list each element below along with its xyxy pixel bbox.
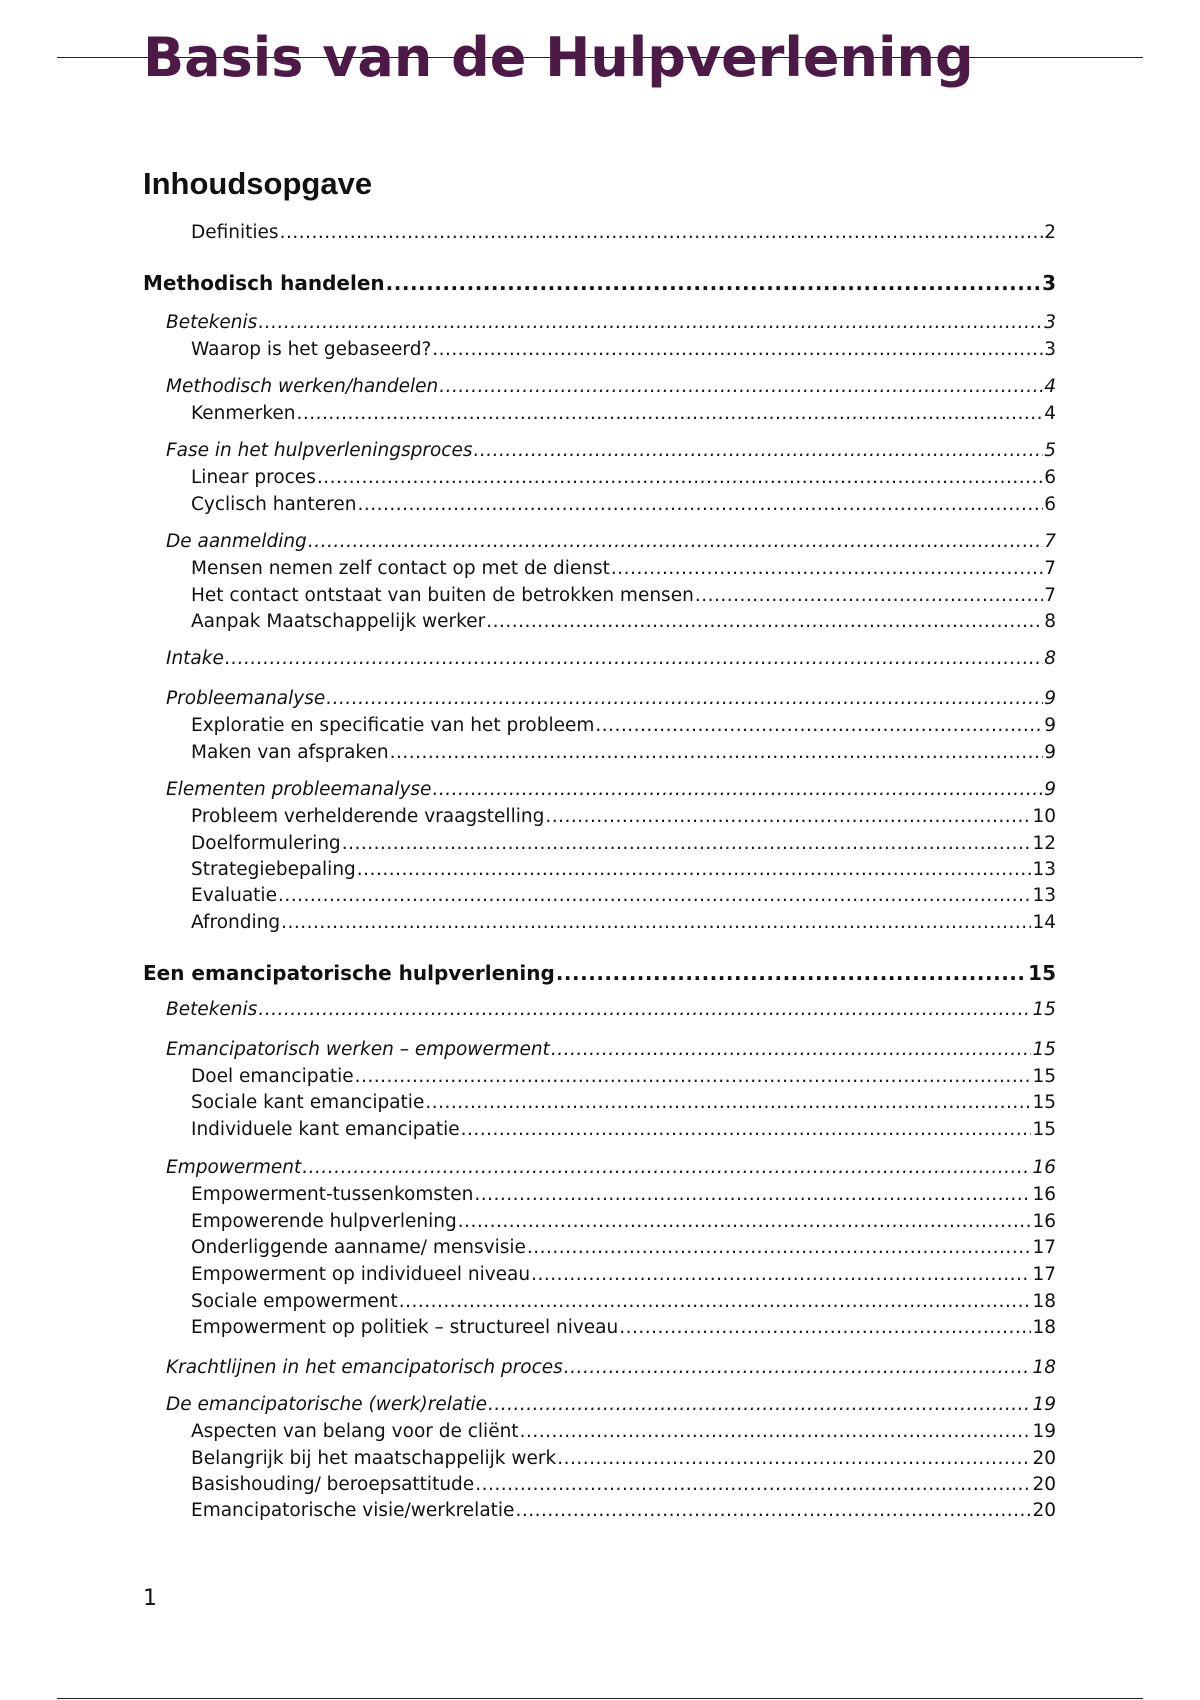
toc-dot-leader — [695, 583, 1043, 609]
toc-entry-page: 18 — [1032, 1291, 1056, 1312]
toc-entry-page: 15 — [1032, 1119, 1056, 1140]
toc-dot-leader — [342, 831, 1032, 857]
toc-heading: Inhoudsopgave — [143, 166, 373, 201]
toc-entry[interactable] — [166, 686, 1056, 712]
toc-entry[interactable] — [166, 529, 1056, 555]
toc-dot-leader — [399, 1289, 1032, 1315]
toc-entry-page: 8 — [1044, 648, 1056, 669]
toc-entry[interactable] — [166, 1392, 1056, 1418]
toc-entry[interactable] — [191, 1498, 1056, 1524]
toc-entry[interactable] — [191, 1262, 1056, 1288]
toc-entry-page: 9 — [1044, 779, 1056, 800]
toc-entry[interactable] — [166, 1037, 1056, 1063]
toc-entry-page: 20 — [1032, 1500, 1056, 1521]
toc-dot-leader — [280, 220, 1044, 246]
toc-dot-leader — [474, 438, 1044, 464]
toc-entry[interactable] — [166, 646, 1056, 672]
toc-entry[interactable] — [191, 804, 1056, 830]
toc-entry-label: Cyclisch hanteren — [191, 494, 357, 515]
toc-entry[interactable] — [191, 492, 1056, 518]
toc-entry-page: 15 — [1028, 961, 1056, 985]
toc-entry-page: 15 — [1032, 1039, 1056, 1060]
toc-entry-label: Exploratie en specificatie van het probleem — [191, 715, 595, 736]
toc-entry-label: Probleem verhelderende vraagstelling — [191, 806, 545, 827]
toc-entry[interactable] — [191, 910, 1056, 936]
toc-dot-leader — [302, 1155, 1031, 1181]
toc-entry-page: 8 — [1044, 611, 1056, 632]
toc-entry[interactable] — [191, 401, 1056, 427]
toc-entry-page: 3 — [1042, 271, 1056, 295]
toc-dot-leader — [619, 1315, 1031, 1341]
toc-entry-label: Een emancipatorische hulpverlening — [143, 961, 555, 985]
toc-entry-page: 15 — [1032, 1092, 1056, 1113]
toc-entry[interactable] — [166, 777, 1056, 803]
toc-entry-label: Empowerment op politiek – structureel niveau — [191, 1317, 619, 1338]
toc-entry-page: 9 — [1044, 688, 1056, 709]
toc-entry-page: 12 — [1032, 833, 1056, 854]
toc-entry-page: 5 — [1044, 440, 1056, 461]
toc-entry[interactable] — [191, 1315, 1056, 1341]
toc-entry-label: Definities — [191, 222, 279, 243]
toc-entry-label: Linear proces — [191, 467, 316, 488]
toc-entry-label: De emancipatorische (werk)relatie — [166, 1394, 487, 1415]
toc-entry-label: Maken van afspraken — [191, 742, 389, 763]
toc-entry[interactable] — [191, 1235, 1056, 1261]
toc-dot-leader — [557, 1446, 1031, 1472]
toc-entry-label: Fase in het hulpverleningsproces — [166, 440, 473, 461]
toc-entry-label: Empowerment — [166, 1157, 302, 1178]
toc-entry[interactable] — [191, 857, 1056, 883]
toc-entry-label: Doel emancipatie — [191, 1066, 354, 1087]
toc-dot-leader — [556, 960, 1027, 986]
toc-dot-leader — [475, 1472, 1031, 1498]
toc-entry-label: Betekenis — [166, 999, 258, 1020]
toc-dot-leader — [488, 1392, 1031, 1418]
toc-entry-page: 18 — [1032, 1317, 1056, 1338]
toc-entry-label: Empowerment-tussenkomsten — [191, 1184, 474, 1205]
toc-entry[interactable] — [191, 1064, 1056, 1090]
toc-entry-page: 13 — [1032, 885, 1056, 906]
toc-entry[interactable] — [191, 1209, 1056, 1235]
toc-dot-leader — [278, 883, 1032, 909]
toc-entry-label: Probleemanalyse — [166, 688, 326, 709]
toc-entry-page: 4 — [1044, 376, 1056, 397]
toc-entry[interactable] — [191, 1289, 1056, 1315]
toc-entry-page: 15 — [1032, 999, 1056, 1020]
toc-entry-page: 13 — [1032, 859, 1056, 880]
toc-dot-leader — [486, 609, 1043, 635]
toc-entry[interactable] — [191, 583, 1056, 609]
toc-dot-leader — [355, 1064, 1032, 1090]
page-number: 1 — [143, 1586, 157, 1611]
toc-entry-page: 3 — [1044, 312, 1056, 333]
toc-dot-leader — [458, 1209, 1032, 1235]
toc-entry-label: De aanmelding — [166, 531, 307, 552]
toc-entry-page: 19 — [1032, 1394, 1056, 1415]
toc-entry[interactable] — [166, 438, 1056, 464]
toc-entry-page: 17 — [1032, 1237, 1056, 1258]
toc-entry-label: Emancipatorische visie/werkrelatie — [191, 1500, 515, 1521]
toc-entry-label: Afronding — [191, 912, 281, 933]
toc-dot-leader — [439, 374, 1043, 400]
toc-entry-page: 15 — [1032, 1066, 1056, 1087]
toc-entry-page: 18 — [1032, 1357, 1056, 1378]
toc-entry-page: 7 — [1044, 531, 1056, 552]
toc-entry-page: 16 — [1032, 1184, 1056, 1205]
toc-dot-leader — [432, 337, 1043, 363]
toc-entry[interactable] — [191, 1419, 1056, 1445]
toc-entry-label: Sociale empowerment — [191, 1291, 398, 1312]
toc-entry-page: 10 — [1032, 806, 1056, 827]
toc-entry[interactable] — [166, 997, 1056, 1023]
toc-entry-page: 6 — [1044, 467, 1056, 488]
toc-entry-label: Elementen probleemanalyse — [166, 779, 432, 800]
toc-dot-leader — [515, 1498, 1031, 1524]
toc-entry[interactable] — [191, 713, 1056, 739]
document-title: Basis van de Hulpverlening — [143, 26, 974, 89]
toc-entry-label: Aspecten van belang voor de cliënt — [191, 1421, 519, 1442]
toc-dot-leader — [308, 529, 1043, 555]
toc-entry-label: Methodisch werken/handelen — [166, 376, 439, 397]
toc-entry-page: 16 — [1032, 1157, 1056, 1178]
toc-entry-label: Individuele kant emancipatie — [191, 1119, 460, 1140]
toc-entry-page: 9 — [1044, 742, 1056, 763]
toc-dot-leader — [595, 713, 1043, 739]
toc-dot-leader — [474, 1182, 1031, 1208]
toc-dot-leader — [225, 646, 1043, 672]
toc-entry[interactable] — [191, 740, 1056, 766]
toc-entry-label: Aanpak Maatschappelijk werker — [191, 611, 486, 632]
toc-entry-page: 6 — [1044, 494, 1056, 515]
toc-entry-label: Mensen nemen zelf contact op met de dienst — [191, 558, 610, 579]
toc-entry-label: Strategiebepaling — [191, 859, 356, 880]
toc-dot-leader — [520, 1419, 1032, 1445]
toc-entry-label: Krachtlijnen in het emancipatorisch proces — [166, 1357, 563, 1378]
toc-entry-label: Empowerende hulpverlening — [191, 1211, 457, 1232]
toc-entry[interactable] — [191, 465, 1056, 491]
toc-entry[interactable] — [191, 1117, 1056, 1143]
toc-dot-leader — [390, 740, 1044, 766]
toc-entry-page: 9 — [1044, 715, 1056, 736]
toc-entry[interactable] — [191, 1472, 1056, 1498]
toc-entry[interactable] — [191, 609, 1056, 635]
toc-dot-leader — [258, 997, 1031, 1023]
toc-dot-leader — [357, 492, 1043, 518]
toc-entry-label: Methodisch handelen — [143, 271, 385, 295]
toc-dot-leader — [326, 686, 1043, 712]
toc-entry[interactable] — [166, 1155, 1056, 1181]
toc-dot-leader — [432, 777, 1043, 803]
toc-entry[interactable] — [191, 220, 1056, 246]
toc-dot-leader — [564, 1355, 1032, 1381]
toc-entry-label: Basishouding/ beroepsattitude — [191, 1474, 475, 1495]
toc-dot-leader — [357, 857, 1032, 883]
toc-entry-page: 19 — [1032, 1421, 1056, 1442]
toc-entry[interactable] — [191, 556, 1056, 582]
toc-entry-page: 4 — [1044, 403, 1056, 424]
toc-entry-label: Het contact ontstaat van buiten de betrokken mensen — [191, 585, 694, 606]
toc-dot-leader — [611, 556, 1043, 582]
toc-entry-label: Emancipatorisch werken – empowerment — [166, 1039, 550, 1060]
toc-entry[interactable] — [191, 337, 1056, 363]
toc-dot-leader — [531, 1262, 1031, 1288]
toc-entry-page: 3 — [1044, 339, 1056, 360]
footer-rule — [57, 1698, 1143, 1699]
toc-entry-label: Evaluatie — [191, 885, 277, 906]
toc-entry[interactable] — [166, 374, 1056, 400]
toc-entry-label: Doelformulering — [191, 833, 341, 854]
toc-dot-leader — [461, 1117, 1032, 1143]
toc-entry[interactable] — [143, 960, 1056, 986]
toc-dot-leader — [545, 804, 1031, 830]
toc-dot-leader — [317, 465, 1043, 491]
toc-dot-leader — [527, 1235, 1032, 1261]
toc-dot-leader — [551, 1037, 1032, 1063]
toc-entry-page: 7 — [1044, 585, 1056, 606]
toc-entry-label: Betekenis — [166, 312, 258, 333]
toc-entry[interactable] — [191, 831, 1056, 857]
toc-dot-leader — [386, 270, 1041, 296]
toc-entry-label: Intake — [166, 648, 224, 669]
toc-entry-page: 14 — [1032, 912, 1056, 933]
toc-entry-page: 2 — [1044, 222, 1056, 243]
toc-entry-label: Belangrijk bij het maatschappelijk werk — [191, 1448, 557, 1469]
toc-entry[interactable] — [166, 310, 1056, 336]
toc-entry-label: Waarop is het gebaseerd? — [191, 339, 432, 360]
toc-entry[interactable] — [191, 883, 1056, 909]
toc-entry[interactable] — [191, 1446, 1056, 1472]
toc-entry-page: 20 — [1032, 1474, 1056, 1495]
toc-entry-page: 7 — [1044, 558, 1056, 579]
toc-entry-page: 16 — [1032, 1211, 1056, 1232]
toc-entry-page: 20 — [1032, 1448, 1056, 1469]
toc-dot-leader — [258, 310, 1043, 336]
toc-entry-page: 17 — [1032, 1264, 1056, 1285]
toc-entry-label: Sociale kant emancipatie — [191, 1092, 425, 1113]
toc-entry[interactable] — [191, 1182, 1056, 1208]
toc-dot-leader — [297, 401, 1044, 427]
toc-entry-label: Kenmerken — [191, 403, 296, 424]
toc-dot-leader — [425, 1090, 1031, 1116]
toc-entry-label: Empowerment op individueel niveau — [191, 1264, 531, 1285]
toc-entry[interactable] — [143, 270, 1056, 296]
toc-entry[interactable] — [166, 1355, 1056, 1381]
toc-entry[interactable] — [191, 1090, 1056, 1116]
toc-dot-leader — [281, 910, 1031, 936]
toc-entry-label: Onderliggende aanname/ mensvisie — [191, 1237, 526, 1258]
